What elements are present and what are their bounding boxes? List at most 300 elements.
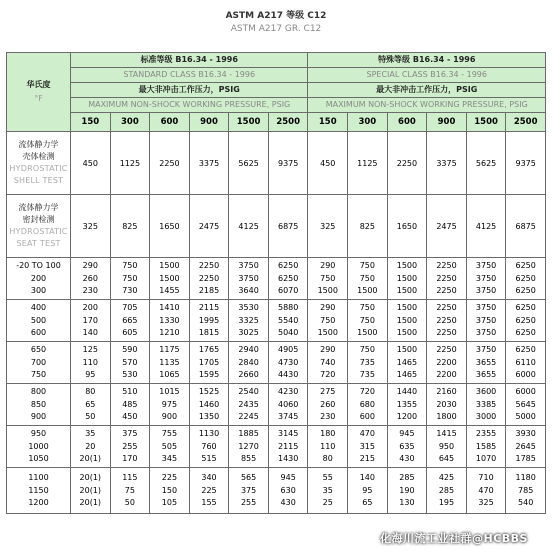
- pressure-cell: [150, 342, 190, 384]
- pressure-cell: [506, 342, 546, 384]
- pressure-value: 3025: [238, 328, 259, 338]
- pressure-value: 6250: [515, 286, 536, 296]
- temperature-value: 1200: [28, 498, 49, 508]
- test-value-cell: 4125: [466, 195, 506, 258]
- class-header-cell: 150: [308, 113, 348, 132]
- pressure-value: 2250: [436, 261, 457, 271]
- pressure-cell: [150, 258, 190, 300]
- test-value-cell: 1650: [150, 195, 190, 258]
- temperature-value: 1000: [28, 441, 49, 451]
- pressure-value: 750: [359, 315, 375, 325]
- pressure-value: 3750: [475, 286, 497, 296]
- pressure-cell: [308, 426, 348, 468]
- pressure-cell: [387, 426, 427, 468]
- pressure-value: 325: [478, 498, 494, 508]
- pressure-value: 600: [359, 412, 375, 422]
- pressure-value: 290: [320, 345, 336, 355]
- pressure-value: 1015: [159, 387, 180, 397]
- test-value-cell: 450: [308, 132, 348, 195]
- test-label-line: 流体静力学: [18, 203, 59, 212]
- pressure-value: 4230: [278, 387, 299, 397]
- pressure-value: 2200: [436, 357, 457, 367]
- pressure-cell: [110, 468, 150, 514]
- pressure-value: 35: [322, 485, 333, 495]
- pressure-value: 285: [438, 485, 455, 495]
- pressure-value: 750: [359, 261, 375, 271]
- pressure-value: 20(1): [79, 485, 102, 495]
- pressure-value: 6000: [515, 370, 536, 380]
- standard-pressure-label: 最大非冲击工作压力，PSIG: [71, 83, 308, 98]
- pressure-cell: [268, 300, 308, 342]
- test-value-cell: 2250: [150, 132, 190, 195]
- class-header-cell: 300: [110, 113, 150, 132]
- pressure-value: 750: [122, 261, 138, 271]
- pressure-value: 1130: [198, 429, 220, 439]
- pressure-cell: [348, 468, 388, 514]
- pressure-cell: [466, 342, 506, 384]
- pressure-value: 105: [161, 498, 178, 508]
- temperature-cell: [7, 468, 71, 514]
- pressure-value: 230: [82, 286, 98, 296]
- pressure-value: 1175: [159, 345, 180, 355]
- pressure-value: 340: [201, 473, 217, 483]
- pressure-value: 755: [161, 429, 178, 439]
- test-value-cell: 9375: [268, 132, 308, 195]
- pressure-value: 1705: [198, 357, 220, 367]
- pressure-value: 125: [82, 345, 98, 355]
- pressure-cell: [71, 258, 111, 300]
- test-label-line: HYDROSTATIC: [9, 227, 68, 236]
- pressure-value: 855: [240, 454, 257, 464]
- pressure-cell: [387, 384, 427, 426]
- standard-pressure-label-en: MAXIMUM NON-SHOCK WORKING PRESSURE, PSIG: [71, 98, 308, 113]
- pressure-value: 190: [399, 485, 415, 495]
- class-header-cell: 600: [150, 113, 190, 132]
- pressure-cell: [71, 300, 111, 342]
- pressure-cell: [348, 258, 388, 300]
- pressure-cell: [110, 384, 150, 426]
- pressure-cell: [189, 342, 229, 384]
- pressure-cell: [466, 384, 506, 426]
- pressure-value: 2250: [436, 315, 457, 325]
- page-title: ASTM A217 等级 C12: [225, 11, 327, 21]
- special-pressure-label: 最大非冲击工作压力，PSIG: [308, 83, 546, 98]
- pressure-cell: [268, 426, 308, 468]
- special-class-title: 特殊等级 B16.34 - 1996: [308, 53, 546, 68]
- pressure-value: 505: [161, 441, 178, 451]
- test-label-line: 壳体检测: [22, 152, 55, 161]
- pressure-cell: [466, 258, 506, 300]
- pressure-value: 1500: [317, 286, 338, 296]
- class-header-cell: 2500: [506, 113, 546, 132]
- pressure-value: 2645: [515, 441, 536, 451]
- pressure-cell: [466, 468, 506, 514]
- temperature-value: 750: [30, 370, 47, 380]
- pressure-value: 750: [320, 315, 336, 325]
- pressure-value: 1595: [198, 370, 220, 380]
- pressure-value: 290: [320, 303, 336, 313]
- pressure-value: 3600: [475, 387, 497, 397]
- pressure-cell: [506, 384, 546, 426]
- pressure-value: 80: [322, 454, 333, 464]
- pressure-value: 315: [359, 441, 375, 451]
- pressure-value: 565: [240, 473, 257, 483]
- pressure-cell: [506, 258, 546, 300]
- pressure-value: 730: [122, 286, 138, 296]
- temperature-value: 700: [30, 357, 47, 367]
- pressure-cell: [268, 342, 308, 384]
- pressure-value: 1460: [198, 399, 220, 409]
- test-value-cell: 6875: [506, 195, 546, 258]
- pressure-value: 5645: [515, 399, 536, 409]
- pressure-cell: [71, 426, 111, 468]
- test-value-cell: 825: [348, 195, 388, 258]
- pressure-value: 1885: [238, 429, 259, 439]
- temperature-value: 850: [30, 399, 47, 409]
- pressure-value: 3750: [475, 303, 497, 313]
- temperature-group-row: [7, 300, 546, 342]
- class-header-cell: 900: [189, 113, 229, 132]
- test-value-cell: 3375: [427, 132, 467, 195]
- pressure-value: 375: [122, 429, 138, 439]
- pressure-value: 1785: [515, 454, 536, 464]
- pressure-cell: [229, 426, 269, 468]
- test-value-cell: 3375: [189, 132, 229, 195]
- pressure-cell: [150, 300, 190, 342]
- pressure-value: 290: [320, 261, 336, 271]
- pressure-value: 6250: [278, 261, 299, 271]
- pressure-value: 760: [201, 441, 217, 451]
- pressure-cell: [308, 342, 348, 384]
- pressure-value: 635: [399, 441, 415, 451]
- test-label: [7, 195, 71, 258]
- pressure-cell: [387, 342, 427, 384]
- pressure-value: 6250: [515, 345, 536, 355]
- temperature-value: 900: [30, 412, 47, 422]
- pressure-value: 1500: [396, 286, 418, 296]
- pressure-value: 1995: [198, 315, 220, 325]
- pressure-cell: [348, 300, 388, 342]
- pressure-value: 6250: [515, 261, 536, 271]
- pressure-value: 710: [478, 473, 494, 483]
- pressure-value: 645: [438, 454, 455, 464]
- test-value-cell: 2250: [387, 132, 427, 195]
- pressure-value: 255: [240, 498, 257, 508]
- temperature-value: 950: [30, 429, 47, 439]
- pressure-value: 140: [82, 328, 98, 338]
- pressure-value: 1500: [159, 273, 180, 283]
- pressure-value: 140: [359, 473, 375, 483]
- pressure-cell: [348, 426, 388, 468]
- pressure-value: 430: [280, 498, 296, 508]
- pressure-value: 425: [438, 473, 455, 483]
- pressure-value: 750: [359, 303, 375, 313]
- pressure-value: 2435: [238, 399, 259, 409]
- pressure-value: 3655: [475, 357, 497, 367]
- pressure-value: 2200: [436, 370, 457, 380]
- test-row: [7, 132, 546, 195]
- pressure-value: 3750: [475, 315, 497, 325]
- pressure-cell: [268, 468, 308, 514]
- pressure-value: 590: [122, 345, 138, 355]
- pressure-cell: [427, 468, 467, 514]
- pressure-value: 130: [399, 498, 415, 508]
- pressure-value: 1455: [159, 286, 180, 296]
- pressure-cell: [229, 342, 269, 384]
- test-value-cell: 2475: [189, 195, 229, 258]
- pressure-value: 1765: [198, 345, 220, 355]
- pressure-value: 230: [320, 412, 336, 422]
- pressure-value: 735: [359, 357, 375, 367]
- pressure-value: 1500: [357, 286, 378, 296]
- pressure-value: 2250: [198, 261, 220, 271]
- temperature-cell: [7, 384, 71, 426]
- pressure-cell: [308, 384, 348, 426]
- pressure-cell: [189, 300, 229, 342]
- pressure-value: 1500: [396, 315, 418, 325]
- temperature-group-row: [7, 468, 546, 514]
- temperature-value: 200: [30, 273, 47, 283]
- test-value-cell: 5625: [466, 132, 506, 195]
- pressure-value: 5880: [278, 303, 299, 313]
- pressure-value: 110: [82, 357, 98, 367]
- pressure-cell: [229, 258, 269, 300]
- pressure-value: 1800: [436, 412, 457, 422]
- test-value-cell: 325: [71, 195, 111, 258]
- pressure-value: 1500: [357, 328, 378, 338]
- pressure-value: 540: [518, 498, 534, 508]
- temperature-value: 1100: [28, 473, 49, 483]
- pressure-value: 605: [122, 328, 138, 338]
- temperature-group-row: [7, 342, 546, 384]
- pressure-value: 6250: [515, 315, 536, 325]
- pressure-value: 470: [478, 485, 494, 495]
- pressure-cell: [427, 426, 467, 468]
- pressure-value: 80: [85, 387, 96, 397]
- pressure-cell: [150, 468, 190, 514]
- pressure-value: 5040: [278, 328, 299, 338]
- pressure-cell: [427, 384, 467, 426]
- pressure-cell: [466, 426, 506, 468]
- pressure-cell: [387, 258, 427, 300]
- pressure-value: 3750: [238, 261, 259, 271]
- pressure-value: 375: [240, 485, 257, 495]
- pressure-cell: [229, 300, 269, 342]
- class-header-cell: 1500: [229, 113, 269, 132]
- pressure-value: 2540: [238, 387, 259, 397]
- pressure-value: 1350: [198, 412, 220, 422]
- pressure-value: 510: [122, 387, 138, 397]
- pressure-value: 4905: [278, 345, 299, 355]
- test-label-line: 流体静力学: [18, 140, 59, 149]
- pressure-cell: [150, 426, 190, 468]
- pressure-value: 170: [122, 454, 138, 464]
- temperature-value: 400: [30, 303, 47, 313]
- temperature-group-row: [7, 258, 546, 300]
- pressure-value: 290: [82, 261, 98, 271]
- pressure-cell: [466, 300, 506, 342]
- pressure-value: 1065: [159, 370, 180, 380]
- pressure-value: 1815: [198, 328, 220, 338]
- pressure-value: 740: [320, 357, 336, 367]
- page-subtitle: ASTM A217 GR. C12: [230, 24, 322, 34]
- pressure-value: 110: [320, 441, 336, 451]
- pressure-value: 2250: [436, 303, 457, 313]
- test-value-cell: 5625: [229, 132, 269, 195]
- pressure-value: 665: [122, 315, 138, 325]
- temperature-cell: [7, 300, 71, 342]
- pressure-value: 2030: [436, 399, 457, 409]
- temperature-value: 600: [30, 328, 47, 338]
- pressure-value: 3655: [475, 370, 497, 380]
- pressure-cell: [387, 468, 427, 514]
- test-value-cell: 450: [71, 132, 111, 195]
- pressure-value: 3750: [475, 273, 497, 283]
- pressure-value: 630: [280, 485, 296, 495]
- pressure-value: 750: [122, 273, 138, 283]
- pressure-cell: [348, 342, 388, 384]
- pressure-cell: [189, 468, 229, 514]
- test-value-cell: 1650: [387, 195, 427, 258]
- pressure-value: 1465: [396, 370, 418, 380]
- pressure-value: 50: [124, 498, 135, 508]
- pressure-value: 975: [161, 399, 178, 409]
- pressure-value: 4730: [278, 357, 299, 367]
- special-class-title-en: SPECIAL CLASS B16.34 - 1996: [308, 68, 546, 83]
- pressure-value: 945: [280, 473, 296, 483]
- pressure-value: 1070: [475, 454, 497, 464]
- pressure-value: 945: [399, 429, 415, 439]
- pressure-value: 20(1): [79, 498, 102, 508]
- pressure-value: 2355: [475, 429, 497, 439]
- pressure-cell: [110, 300, 150, 342]
- class-header-row: [7, 113, 546, 132]
- pressure-value: 4060: [278, 399, 299, 409]
- pressure-value: 195: [438, 498, 455, 508]
- pressure-value: 35: [85, 429, 96, 439]
- pressure-value: 115: [122, 473, 138, 483]
- pressure-value: 1135: [159, 357, 180, 367]
- pressure-value: 680: [359, 399, 375, 409]
- temperature-cell: [7, 258, 71, 300]
- pressure-value: 1200: [396, 412, 418, 422]
- pressure-value: 3640: [238, 286, 259, 296]
- pressure-cell: [229, 468, 269, 514]
- watermark: 化海川流工业社群@HCBBS: [380, 532, 528, 545]
- pressure-value: 1440: [396, 387, 418, 397]
- pressure-value: 3930: [515, 429, 536, 439]
- pressure-value: 2160: [436, 387, 457, 397]
- test-value-cell: 825: [110, 195, 150, 258]
- pressure-cell: [110, 258, 150, 300]
- test-value-cell: 4125: [229, 195, 269, 258]
- pressure-cell: [268, 258, 308, 300]
- pressure-value: 2250: [436, 286, 457, 296]
- pressure-value: 150: [161, 485, 178, 495]
- pressure-value: 1500: [396, 261, 418, 271]
- pressure-value: 345: [161, 454, 178, 464]
- pressure-value: 6250: [515, 273, 536, 283]
- pressure-value: 1330: [159, 315, 180, 325]
- pressure-value: 20: [85, 441, 96, 451]
- pressure-value: 2660: [238, 370, 259, 380]
- pressure-value: 20(1): [79, 473, 102, 483]
- temperature-value: 1150: [28, 485, 49, 495]
- pressure-value: 1500: [396, 328, 418, 338]
- pressure-value: 2250: [198, 273, 220, 283]
- test-value-cell: 1125: [110, 132, 150, 195]
- pressure-value: 1500: [396, 273, 418, 283]
- pressure-value: 155: [201, 498, 217, 508]
- temperature-value: 650: [30, 345, 47, 355]
- pressure-value: 470: [359, 429, 375, 439]
- pressure-cell: [308, 468, 348, 514]
- pressure-value: 705: [122, 303, 138, 313]
- pressure-value: 3385: [475, 399, 497, 409]
- pressure-value: 6070: [278, 286, 299, 296]
- pressure-value: 735: [359, 370, 375, 380]
- pressure-value: 3145: [278, 429, 299, 439]
- pressure-cell: [189, 384, 229, 426]
- temperature-group-row: [7, 384, 546, 426]
- pressure-value: 2940: [238, 345, 259, 355]
- pressure-value: 2250: [436, 273, 457, 283]
- pressure-value: 1500: [396, 345, 418, 355]
- temperature-value: 800: [30, 387, 47, 397]
- pressure-value: 785: [518, 485, 534, 495]
- pressure-value: 750: [359, 273, 375, 283]
- pressure-value: 2245: [238, 412, 259, 422]
- pressure-cell: [110, 342, 150, 384]
- pressure-value: 260: [82, 273, 98, 283]
- temperature-value: 500: [30, 315, 47, 325]
- pressure-value: 3750: [475, 345, 497, 355]
- temperature-header: [7, 53, 71, 132]
- pressure-cell: [427, 300, 467, 342]
- pressure-value: 170: [82, 315, 98, 325]
- pressure-value: 3000: [475, 412, 497, 422]
- pressure-value: 750: [320, 273, 336, 283]
- pressure-value: 285: [399, 473, 415, 483]
- pressure-value: 75: [124, 485, 135, 495]
- pressure-cell: [387, 300, 427, 342]
- pressure-value: 1500: [159, 261, 180, 271]
- pressure-value: 1210: [159, 328, 180, 338]
- pressure-cell: [506, 300, 546, 342]
- pressure-value: 3750: [238, 273, 259, 283]
- pressure-value: 95: [85, 370, 96, 380]
- pressure-value: 5540: [278, 315, 299, 325]
- test-value-cell: 2475: [427, 195, 467, 258]
- pressure-value: 3325: [238, 315, 259, 325]
- pressure-value: 3750: [475, 328, 497, 338]
- pressure-value: 2250: [436, 345, 457, 355]
- test-value-cell: 9375: [506, 132, 546, 195]
- class-header-cell: 2500: [268, 113, 308, 132]
- pressure-value: 485: [122, 399, 138, 409]
- test-label-line: 密封检测: [22, 215, 55, 224]
- temperature-value: 1050: [28, 454, 49, 464]
- temperature-header-label: 华氏度: [26, 80, 51, 89]
- pressure-value: 1525: [198, 387, 220, 397]
- test-value-cell: 1125: [348, 132, 388, 195]
- pressure-value: 1465: [396, 357, 418, 367]
- pressure-value: 1355: [396, 399, 418, 409]
- pressure-value: 225: [201, 485, 217, 495]
- pressure-value: 3745: [278, 412, 299, 422]
- test-label-line: SHELL TEST: [13, 176, 64, 185]
- pressure-cell: [71, 342, 111, 384]
